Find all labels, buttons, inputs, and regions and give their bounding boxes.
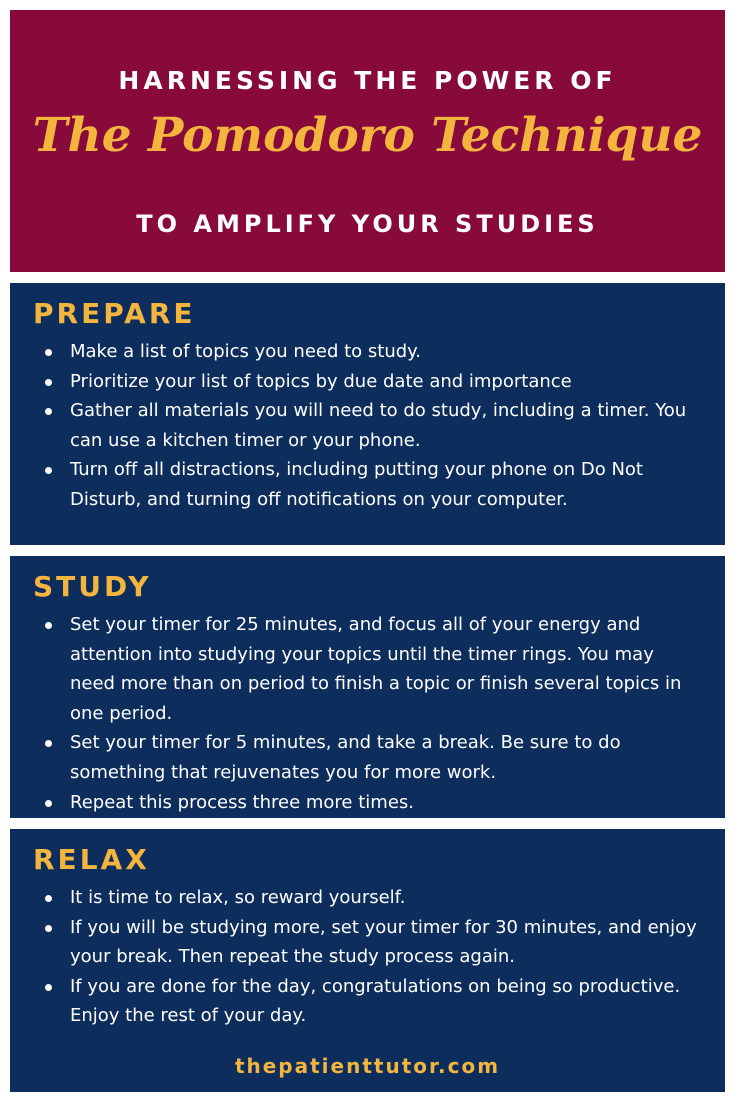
- list-item: Gather all materials you will need to do study, including a timer. You can use a kitchen timer or your phone.: [33, 396, 703, 455]
- header-line-harnessing: HARNESSING THE POWER OF: [118, 66, 617, 95]
- list-item: Set your timer for 25 minutes, and focus all of your energy and attention into studying your topics until the timer rings. You may need more than on period to finish a topic or finish several topics in one period.: [33, 610, 703, 728]
- list-item: Prioritize your list of topics by due date and importance: [33, 367, 703, 397]
- list-item: Make a list of topics you need to study.: [33, 337, 703, 367]
- bullet-list-study: [33, 610, 703, 817]
- header-script-title: The Pomodoro Technique: [32, 108, 703, 163]
- section-relax: [10, 829, 725, 1092]
- list-item: Turn off all distractions, including putting your phone on Do Not Disturb, and turning off notifications on your computer.: [33, 455, 703, 514]
- section-title-prepare: PREPARE: [33, 297, 196, 330]
- list-item: Repeat this process three more times.: [33, 788, 703, 818]
- list-item: If you are done for the day, congratulations on being so productive. Enjoy the rest of your day.: [33, 972, 703, 1031]
- bullet-list-relax: [33, 883, 703, 1031]
- bullet-list-prepare: [33, 337, 703, 515]
- list-item: It is time to relax, so reward yourself.: [33, 883, 703, 913]
- list-item: Set your timer for 5 minutes, and take a break. Be sure to do something that rejuvenates you for more work.: [33, 728, 703, 787]
- section-title-relax: RELAX: [33, 843, 150, 876]
- list-item: If you will be studying more, set your timer for 30 minutes, and enjoy your break. Then repeat the study process again.: [33, 913, 703, 972]
- website-link[interactable]: thepatienttutor.com: [234, 1054, 501, 1078]
- section-study: [10, 556, 725, 818]
- section-title-study: STUDY: [33, 570, 152, 603]
- header-line-amplify: TO AMPLIFY YOUR STUDIES: [136, 210, 599, 238]
- title-banner: [10, 10, 725, 272]
- section-prepare: [10, 283, 725, 545]
